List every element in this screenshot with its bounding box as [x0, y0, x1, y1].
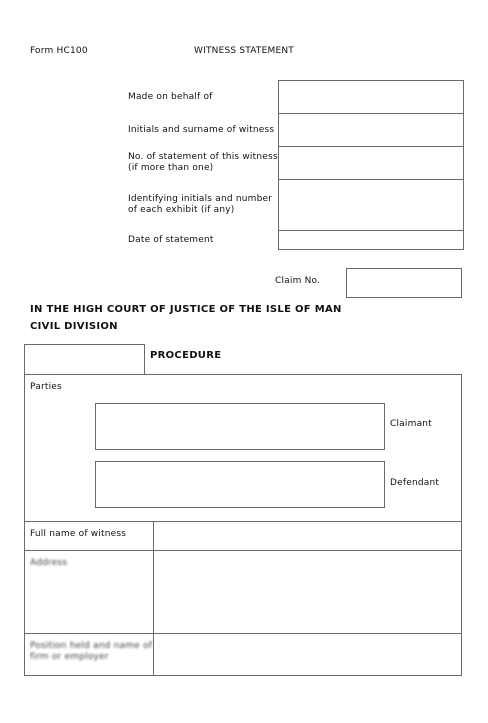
made-on-behalf-field[interactable] [280, 82, 462, 112]
made-on-behalf-label: Made on behalf of [128, 92, 213, 102]
table-column-divider [153, 521, 154, 676]
defendant-field[interactable] [95, 461, 385, 508]
court-heading: IN THE HIGH COURT OF JUSTICE OF THE ISLE OF MAN [30, 304, 342, 315]
statement-no-label-line1: No. of statement of this witness [128, 152, 278, 162]
full-name-label: Full name of witness [30, 529, 127, 539]
procedure-left-field[interactable] [24, 344, 145, 375]
address-field[interactable] [156, 553, 460, 631]
details-divider [278, 179, 464, 180]
table-divider [24, 633, 462, 634]
defendant-label: Defendant [390, 478, 440, 488]
details-divider [278, 113, 464, 114]
exhibit-label-line1: Identifying initials and number [128, 194, 273, 204]
witness-name-label: Initials and surname of witness [128, 125, 275, 135]
procedure-label: PROCEDURE [150, 350, 222, 361]
form-id: Form HC100 [30, 46, 88, 56]
parties-label: Parties [30, 382, 62, 392]
exhibit-field[interactable] [280, 181, 462, 229]
details-divider [278, 146, 464, 147]
claim-no-field[interactable] [346, 268, 462, 298]
date-label: Date of statement [128, 235, 214, 245]
exhibit-label-line2: of each exhibit (if any) [128, 205, 235, 215]
full-name-field[interactable] [156, 523, 460, 549]
position-field[interactable] [156, 636, 460, 674]
table-divider [24, 521, 462, 522]
claimant-label: Claimant [390, 419, 432, 429]
table-divider [24, 550, 462, 551]
address-label: Address [30, 558, 68, 568]
claimant-field[interactable] [95, 403, 385, 450]
statement-no-field[interactable] [280, 148, 462, 178]
claim-no-label: Claim No. [275, 276, 321, 286]
witness-name-field[interactable] [280, 115, 462, 145]
details-divider [278, 230, 464, 231]
statement-no-label-line2: (if more than one) [128, 163, 214, 173]
page-title: WITNESS STATEMENT [194, 46, 294, 56]
date-field[interactable] [280, 232, 462, 248]
position-label-line2: firm or employer [30, 652, 109, 662]
position-label-line1: Position held and name of [30, 641, 153, 651]
court-division: CIVIL DIVISION [30, 321, 118, 332]
